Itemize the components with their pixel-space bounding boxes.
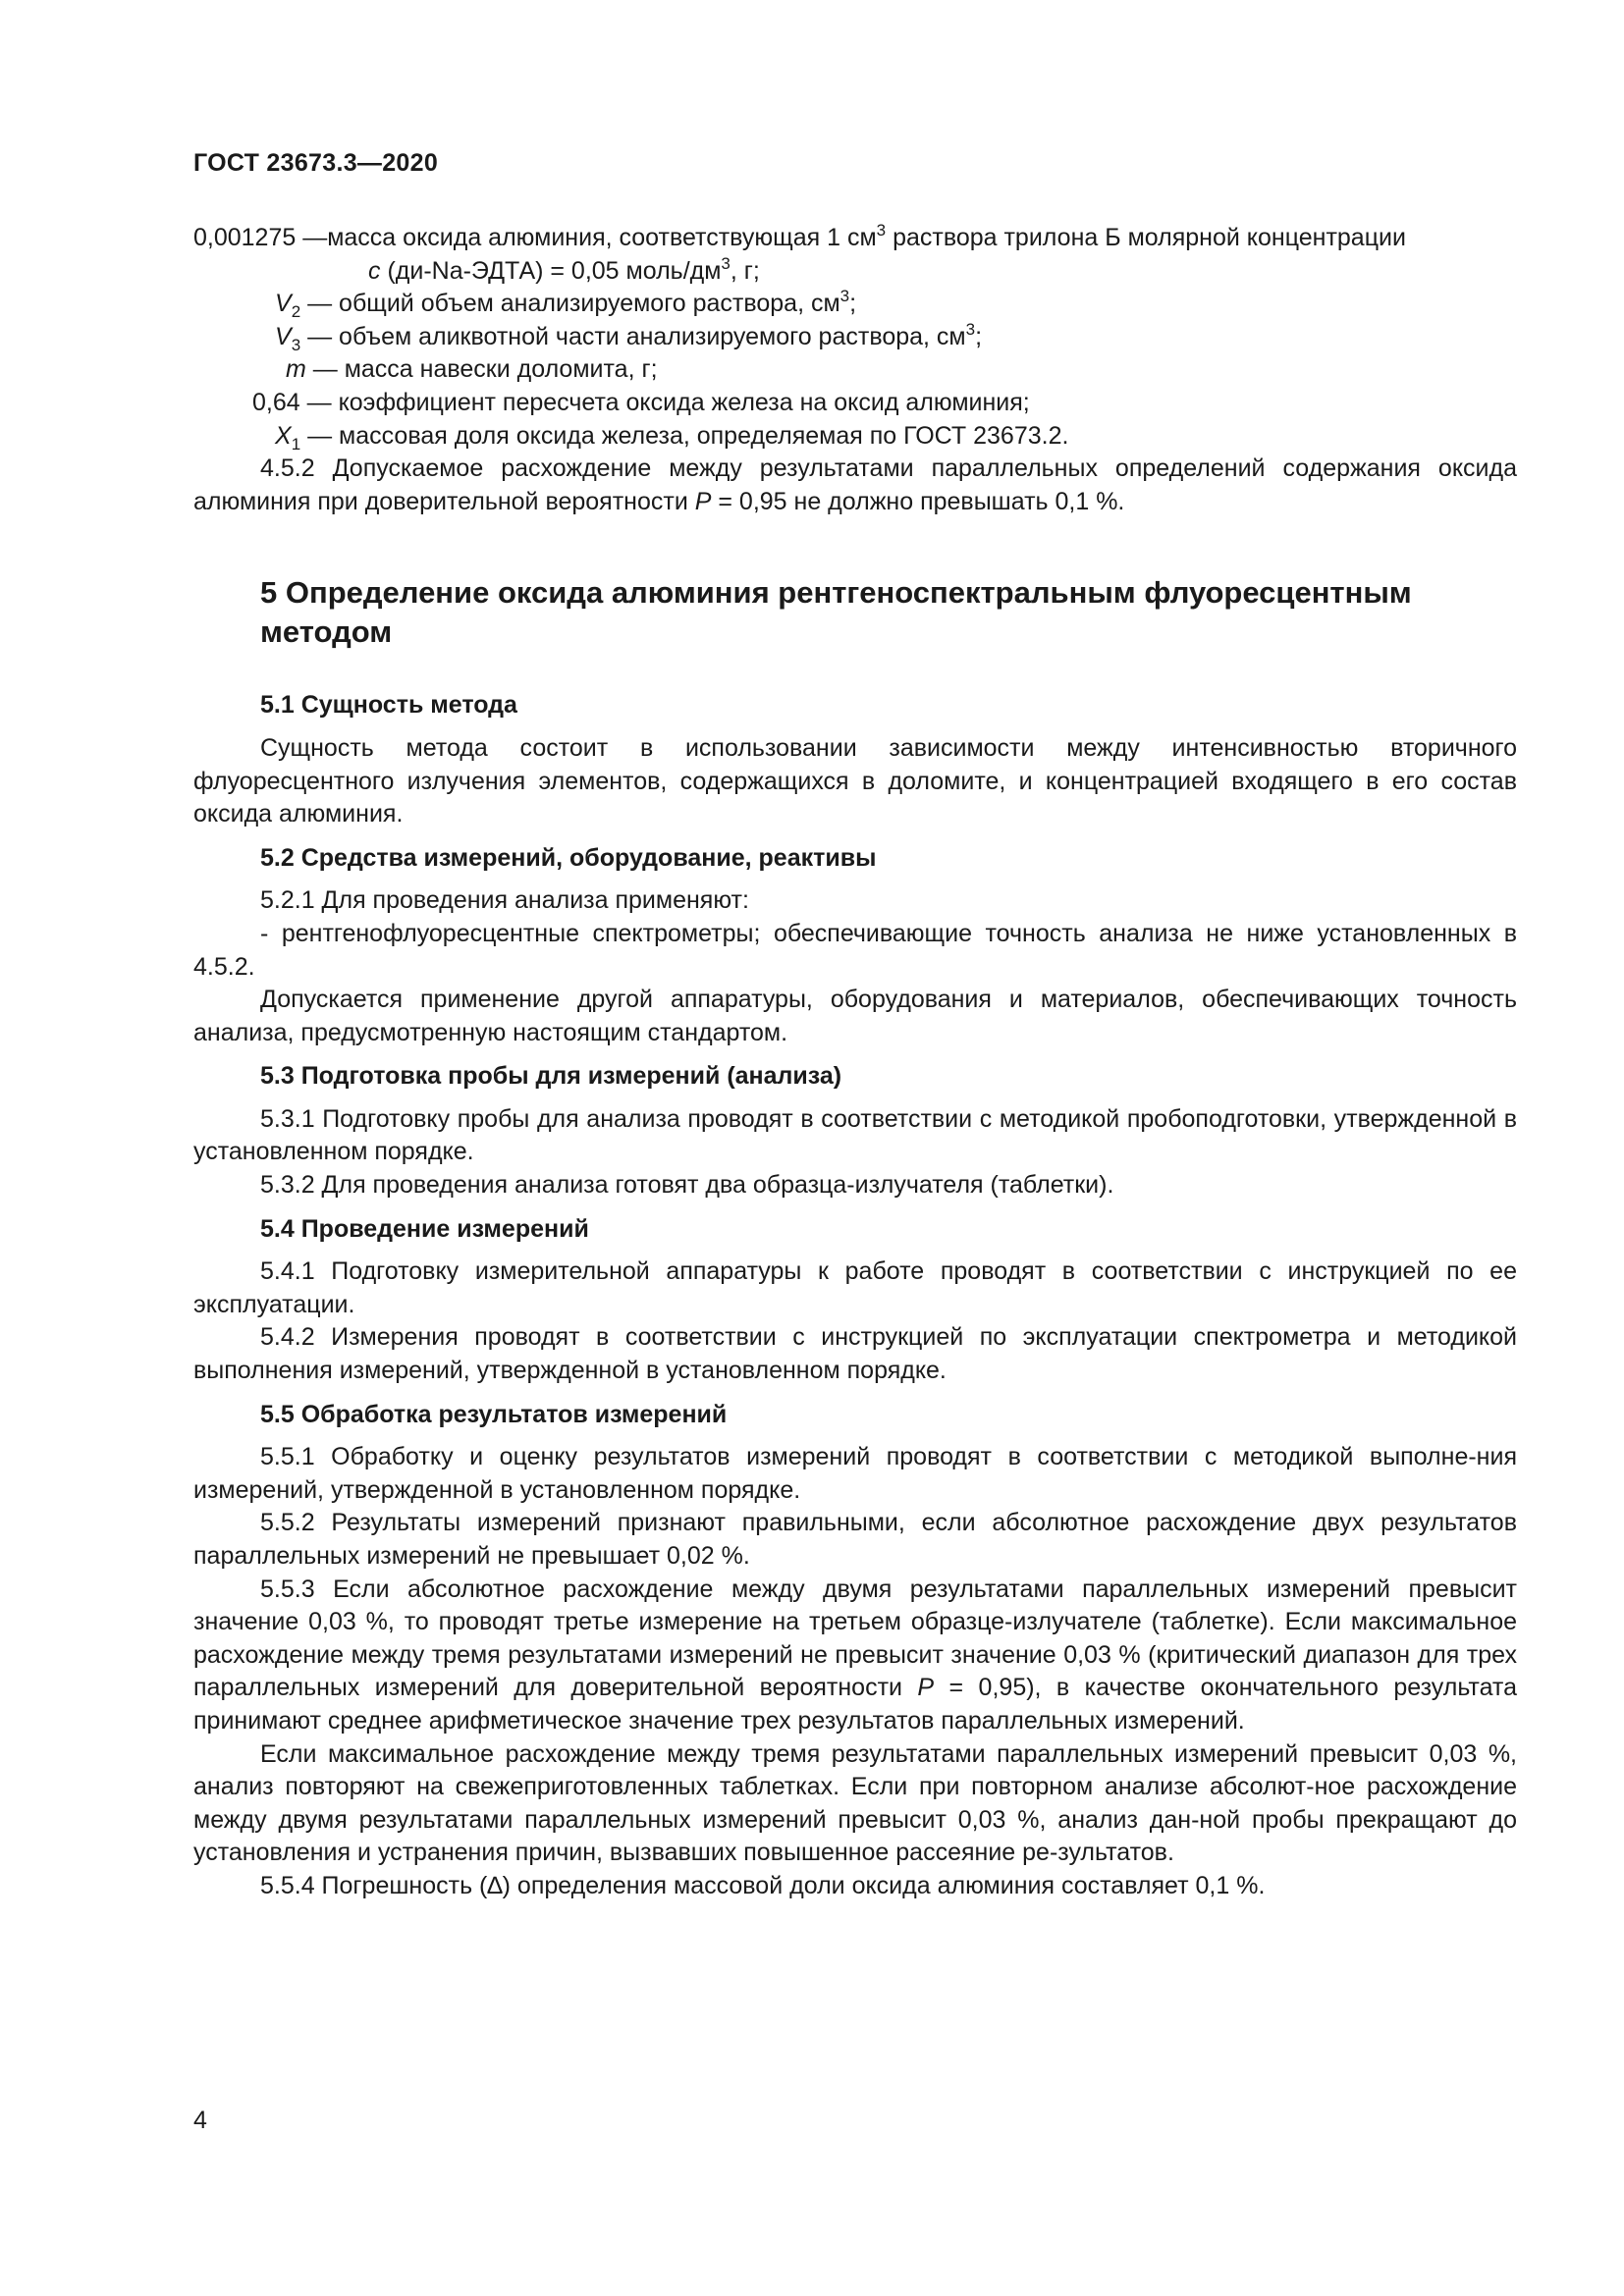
definition-row: $V_3$ — объем аликвотной части анализируемого раствора, $см^3$; [275, 319, 983, 354]
subsection-5-3-title: 5.3 Подготовка пробы для измерений (анализа) [260, 1062, 842, 1091]
subsection-5-2-title: 5.2 Средства измерений, оборудование, реактивы [260, 843, 877, 872]
paragraph-5-3-2: 5.3.2 Для проведения анализа готовят два образца-излучателя (таблетки). [260, 1171, 1114, 1200]
subsection-5-5-title: 5.5 Обработка результатов измерений [260, 1400, 728, 1428]
paragraph-5-2-1: 5.2.1 Для проведения анализа применяют: [260, 886, 749, 915]
definition-row: $X_1$ — массовая доля оксида железа, определяемая по ГОСТ 23673.2. [275, 421, 1069, 454]
paragraph-5-4-1: 5.4.1 Подготовку измерительной аппаратуры к работе проводят в соответствии с инструкцией по ее эксплуатации. [193, 1257, 1517, 1318]
definition-text: масса оксида алюминия, соответствующая 1 $см^3$ раствора трилона Б молярной концентрации [327, 221, 1406, 251]
paragraph-5-5-3: 5.5.3 Если абсолютное расхождение между двумя результатами параллельных измерений превысит значение 0,03 %, то проводят третье измерение на третьем образце-излучателе (таблетке). Если максимальное расхождение между тремя результатами измерений не превысит значение 0,03 % (критический диапазон для трех параллельных измерений для доверительной вероятности P = 0,95), в качестве окончательного результата принимают среднее арифметическое значение трех результатов параллельных измерений. [193, 1575, 1517, 1735]
paragraph-5-5-1: 5.5.1 Обработку и оценку результатов измерений проводят в соответствии с методикой выполне-ния измерений, утвержденной в установленном порядке. [193, 1443, 1517, 1504]
paragraph-4-5-2: 4.5.2 Допускаемое расхождение между результатами параллельных определений содержания оксида алюминия при доверительной вероятности P = 0,95 не должно превышать 0,1 %. [193, 454, 1517, 515]
paragraph-5-5-2: 5.5.2 Результаты измерений признают правильными, если абсолютное расхождение двух результатов параллельных измерений не превышает 0,02 %. [193, 1509, 1517, 1570]
subsection-5-4-title: 5.4 Проведение измерений [260, 1214, 589, 1243]
document-body [193, 222, 1517, 1903]
definition-row: m — масса навески доломита, г; [286, 355, 658, 384]
definition-row [193, 222, 1517, 255]
paragraph-5-4-2: 5.4.2 Измерения проводят в соответствии с инструкцией по эксплуатации спектрометра и методикой выполнения измерений, утвержденной в установленном порядке. [193, 1323, 1517, 1385]
paragraph-5-5-4: 5.5.4 Погрешность (∆) определения массовой доли оксида алюминия составляет 0,1 %. [260, 1871, 1266, 1899]
paragraph-5-1: Сущность метода состоит в использовании зависимости между интенсивностью вторичного флуоресцентного излучения элементов, содержащихся в доломите, и концентрацией входящего в его состав оксида алюминия. [193, 733, 1517, 828]
page-number: 4 [193, 2107, 207, 2134]
section-5-title: 5 Определение оксида алюминия рентгеноспектральным флуоресцентным методом [260, 575, 1412, 650]
definition-continuation: c (ди-Na-ЭДТА) = 0,05 моль/$дм^3$, г; [368, 253, 760, 285]
paragraph-5-3-1: 5.3.1 Подготовку пробы для анализа проводят в соответствии с методикой пробоподготовки, утвержденной в установленном порядке. [193, 1104, 1517, 1166]
paragraph-5-2-list-item: - рентгенофлуоресцентные спектрометры; обеспечивающие точность анализа не ниже установленных в 4.5.2. [193, 919, 1517, 981]
document-header: ГОСТ 23673.3—2020 [193, 149, 439, 177]
definition-symbol: 0,001275 — [193, 224, 328, 251]
definition-row: $V_2$ — общий объем анализируемого раствора, $см^3$; [275, 287, 857, 322]
paragraph-5-5-3-continued: Если максимальное расхождение между тремя результатами параллельных измерений превысит 0,03 %, анализ повторяют на свежеприготовленных таблетках. Если при повторном анализе абсолют-ное расхождение между двумя результатами параллельных измерений превысит 0,03 %, анализ дан-ной пробы прекращают до установления и устранения причин, вызвавших повышенное рассеяние ре-зультатов. [193, 1739, 1517, 1867]
subsection-5-1-title: 5.1 Сущность метода [260, 691, 517, 720]
definition-row: 0,64 — коэффициент пересчета оксида железа на оксид алюминия; [252, 388, 1030, 416]
paragraph-5-2-note: Допускается применение другой аппаратуры, оборудования и материалов, обеспечивающих точность анализа, предусмотренную настоящим стандартом. [193, 986, 1517, 1046]
